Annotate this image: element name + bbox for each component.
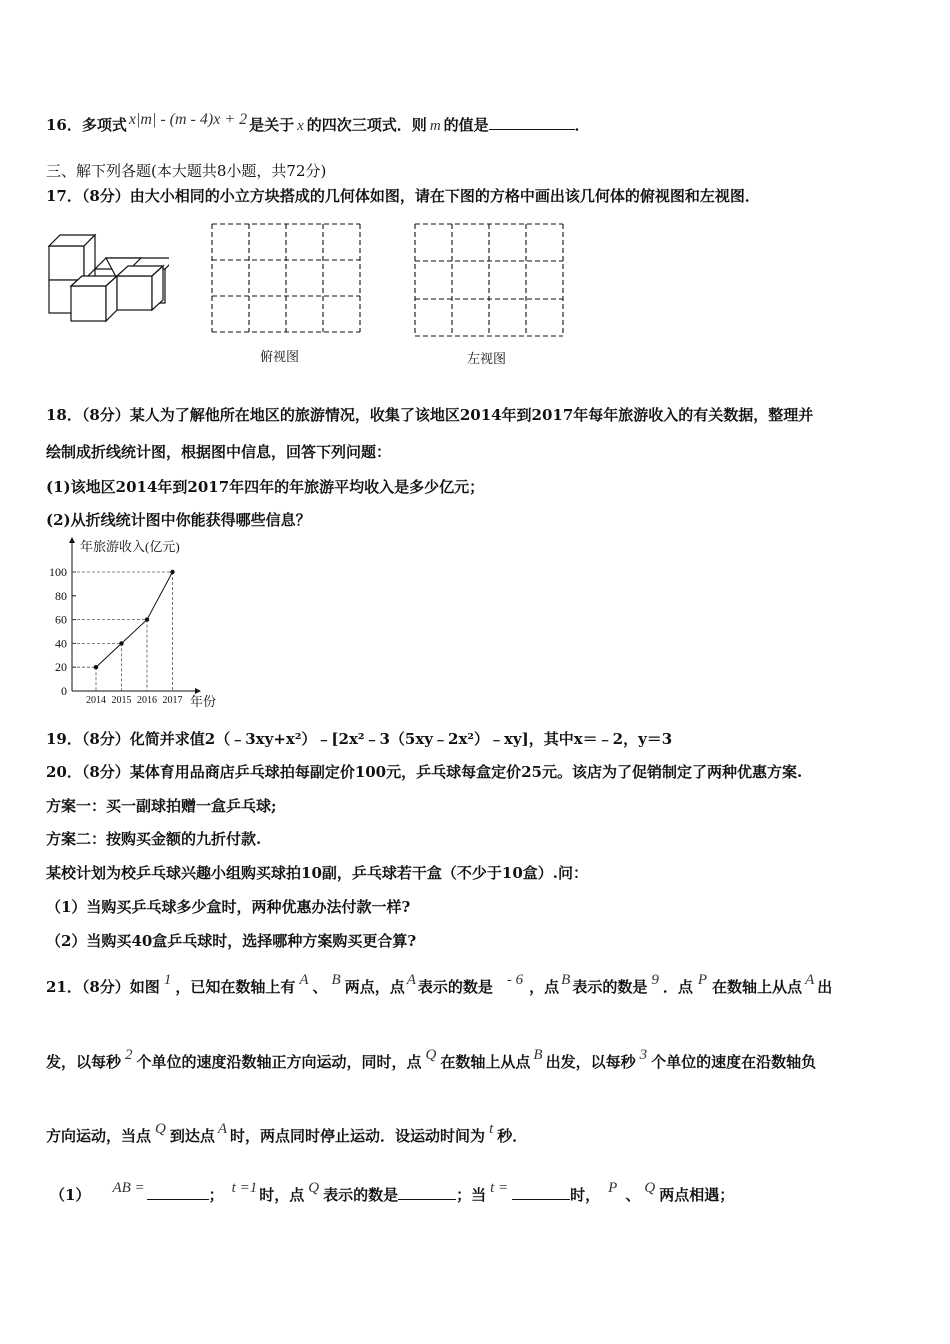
q16-expression: x|m| - (m - 4)x + 2 [128,111,248,128]
question-19: 19．（8分）化简并求值2（﹣3xy+x²）﹣[2x²﹣3（5xy﹣2x²）﹣xy]，其中x＝﹣2，y＝3 [46,730,673,748]
q21-text: 秒． [497,1127,528,1145]
question-18-sub2: (2)从折线统计图中你能获得哪些信息？ [46,511,311,529]
q21-text: 在数轴上从点 [440,1053,531,1071]
question-20-line4: 某校计划为校乒乓球兴趣小组购买球拍10副，乒乓球若干盒（不少于10盒）.问： [46,864,588,882]
q21-ab-blank[interactable] [147,1185,209,1200]
q21-text: 个单位的速度沿数轴正方向运动，同时，点 [136,1053,422,1071]
q21-text: 时， [570,1186,601,1204]
q16-text-2: 是关于 [249,116,295,134]
q21-point-q: Q [425,1047,437,1063]
y-tick-label: 60 [55,612,67,627]
q21-point-q: Q [155,1121,166,1137]
q21-text: ，已知在数轴上有 [175,978,296,996]
question-21-line1 [46,972,833,997]
q16-var-x: x [297,118,304,134]
question-18-line1: 18．（8分）某人为了解他所在地区的旅游情况，收集了该地区2014年到2017年每年旅游收入的有关数据，整理并 [46,406,814,424]
q21-text: 两点，点 [344,978,405,996]
q21-q-value-blank[interactable] [398,1185,456,1200]
q21-point-a: A [217,1121,228,1137]
x-tick-label: 2017 [162,695,183,706]
q21-t-equals-1: t =1 [231,1180,258,1196]
q16-text-3: 的四次三项式．则 [306,116,427,134]
y-tick-label: 20 [55,660,67,675]
q21-text: （8分）如图 [81,978,160,996]
question-21-line3 [46,1121,528,1146]
x-tick-label: 2016 [137,695,157,706]
question-21-line4 [50,1180,735,1205]
q21-point-b: B [561,972,571,988]
q21-meet-time-blank[interactable] [512,1185,570,1200]
q21-text: 个单位的速度在沿数轴负 [651,1053,817,1071]
data-point [94,665,98,669]
q21-speed-q: 3 [639,1047,648,1063]
left-view-grid[interactable] [413,222,565,338]
q21-text: 表示的数是 [572,978,648,996]
q21-speed-p: 2 [125,1047,133,1063]
cube-solid-figure [45,232,169,328]
q21-value-b: 9 [651,972,659,988]
question-17-text: 17．（8分）由大小相同的小立方块搭成的几何体如图，请在下图的方格中画出该几何体的俯视图和左视图． [46,187,760,205]
q21-point-p: P [697,972,708,988]
x-tick-label: 2015 [111,695,132,706]
question-21-line2 [46,1047,817,1072]
question-16 [46,111,590,135]
y-axis-label: 年旅游收入(亿元) [80,539,180,554]
question-20-line1: 20．（8分）某体育用品商店乒乓球拍每副定价100元，乒乓球每盒定价25元。该店为了促销制定了两种优惠方案. [46,763,803,781]
left-view-label: 左视图 [467,352,507,367]
q21-text: 时，点 [259,1186,305,1204]
question-20-sub1: （1）当购买乒乓球多少盒时，两种优惠办法付款一样? [46,898,411,916]
q21-value-a: - 6 [506,972,524,988]
q21-text: 在数轴上从点 [712,978,803,996]
section-3-title: 三、解下列各题(本大题共8小题，共72分) [46,162,327,180]
q21-point-a: A [805,972,815,988]
y-tick-label: 40 [55,636,67,651]
q21-point-q: Q [308,1180,320,1196]
q21-point-q: Q [644,1180,656,1196]
q21-text: ，点 [529,978,560,996]
q16-var-m: m [429,118,441,134]
q16-text-4: 的值是 [443,116,489,134]
cube-face [49,246,84,280]
q21-text: 两点相遇； [659,1186,735,1204]
q21-text: 表示的数是 [417,978,493,996]
question-18-sub1: (1)该地区2014年到2017年四年的年旅游平均收入是多少亿元； [46,478,485,496]
data-point [170,570,174,574]
x-axis-label: 年份 [190,694,217,709]
q16-end: ． [574,116,590,134]
q21-ab: AB = [112,1180,145,1196]
q21-text: ．点 [662,978,693,996]
q16-number: 16． [46,116,82,134]
data-point [145,617,149,621]
q21-text: 时，两点同时停止运动．设运动时间为 [230,1127,486,1145]
q21-sub-number: （1） [50,1186,91,1204]
q21-text: 表示的数是 [323,1186,399,1204]
q21-fig-number: 1 [163,972,172,988]
q21-t-equals: t = [490,1180,509,1196]
cube-face [117,276,152,310]
q21-text: ；当 [456,1186,487,1204]
question-20-plan1: 方案一：买一副球拍赠一盒乒乓球; [46,797,277,815]
q21-text: ； [208,1186,224,1204]
y-tick-label: 100 [49,565,67,579]
tourism-income-line-chart [38,534,228,712]
q21-point-b: B [331,972,341,988]
cube-face [71,286,106,321]
q21-text: 出 [817,978,833,996]
q21-var-t: t [489,1121,494,1137]
q21-point-p: P [608,1180,618,1196]
q21-number: 21． [46,978,82,996]
question-18-line2: 绘制成折线统计图，根据图中信息，回答下列问题： [46,443,392,461]
q21-text: 到达点 [169,1127,215,1145]
q21-text: 出发，以每秒 [545,1053,636,1071]
q21-text: 、 [312,978,328,996]
question-20-sub2: （2）当购买40盒乒乓球时，选择哪种方案购买更合算? [46,932,417,950]
y-tick-label: 0 [61,684,67,698]
q21-point-b: B [533,1047,543,1063]
top-view-label: 俯视图 [260,350,300,365]
top-view-grid[interactable] [210,222,362,334]
q21-text: 发，以每秒 [46,1053,122,1071]
q21-text: 方向运动，当点 [46,1127,152,1145]
q21-point-a: A [299,972,309,988]
question-20-plan2: 方案二：按购买金额的九折付款. [46,830,262,848]
x-tick-label: 2014 [86,695,106,706]
y-tick-label: 80 [55,588,67,603]
q16-text-1: 多项式 [81,116,127,134]
data-point [119,641,123,645]
q21-text: 、 [625,1186,641,1204]
q21-point-a: A [406,972,416,988]
q16-answer-blank[interactable] [489,115,575,130]
